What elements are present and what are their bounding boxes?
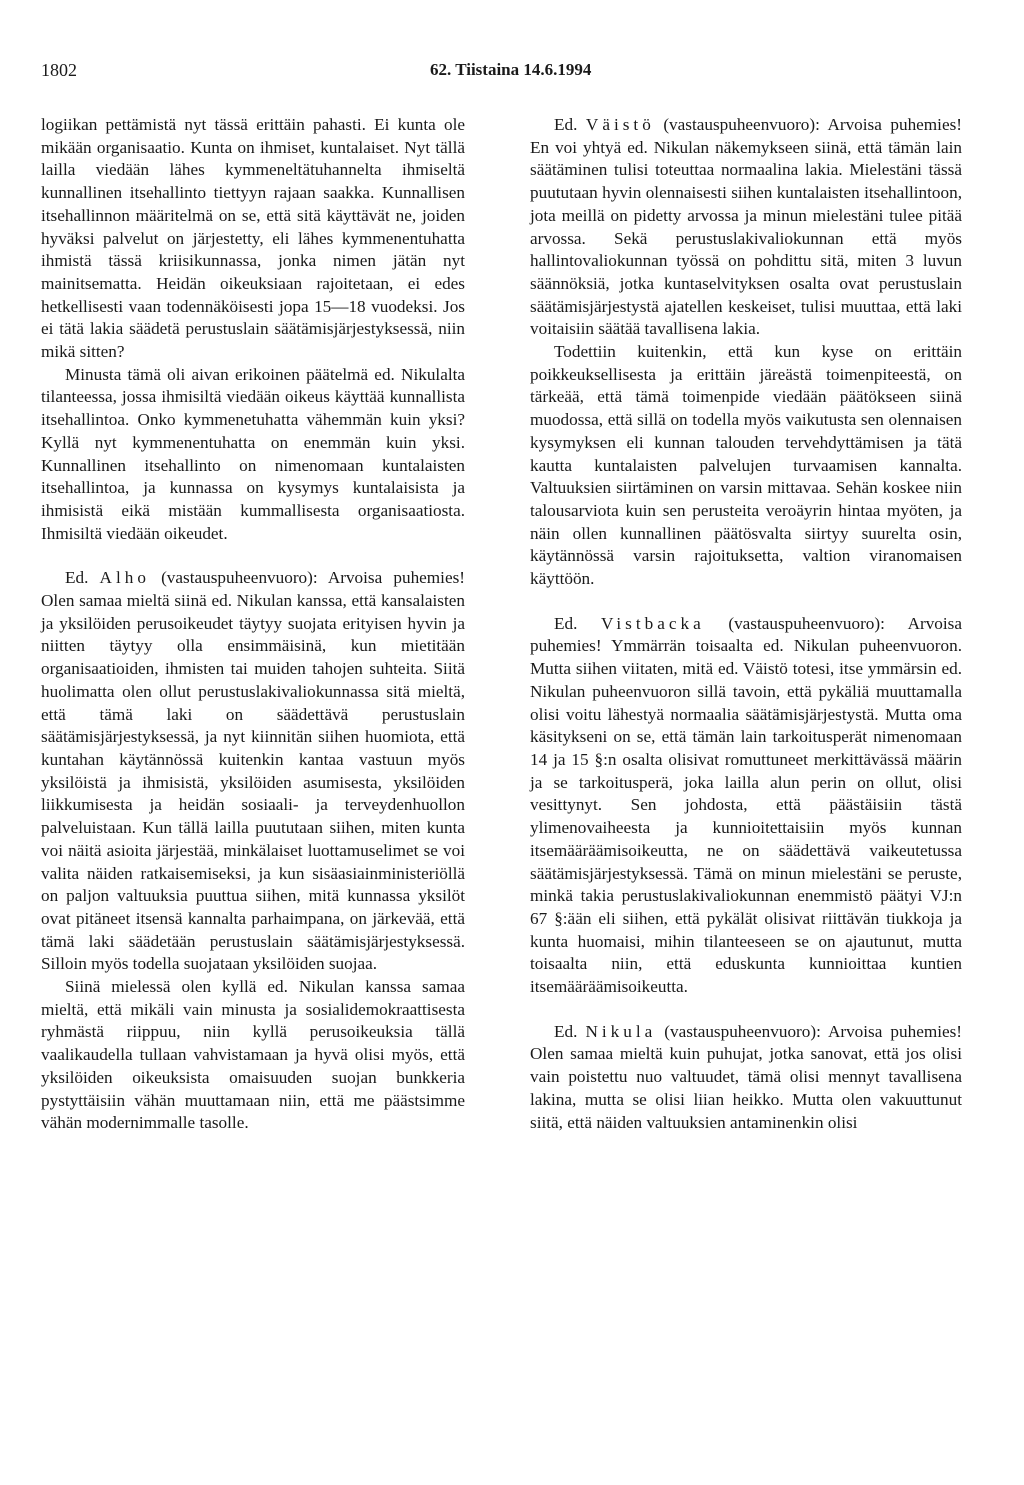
speech-body: (vastauspuheenvuoro): Arvoisa puhemies! Olen samaa mieltä siinä ed. Nikulan kanssa, että kansalaisten ja yksilöiden perusoikeudet täytyy suojata erityisen hyvin ja niitten täytyy olla ensimmäisinä, kun mietitään organisaatioiden, ihmisten tai muiden tahojen suhteita. Siitä huolimatta olen ollut perustuslakivaliokunnassa sitä mieltä, että tämä laki on säädettävä perustuslain säätämisjärjestyksessä, ja nyt kiinnitän siihen huomiota, että kuntahan käytännössä kuitenkin kantaa vastuun myös yksilöistä ja ihmisistä, yksilöiden asumisesta, yksilöiden liikkumisesta ja heidän sosiaali- ja terveydenhuollon palveluistaan. Kun tällä lailla puututaan siihen, miten kunta voi näitä asioita järjestää, minkälaiset luottamuselimet se voi valita näiden ratkaisemiseksi, ja kun sisäasiainministeriöllä on paljon valtuuksia puuttua siihen, mitä kunnassa yksilöt ovat pitäneet itsensä kannalta parhaimpana, on järkevää, että tämä laki säädetään perustuslain säätämisjärjestyksessä. Silloin myös todella suojataan yksilöiden suojaa.	[41, 568, 465, 974]
speech-vistbacka	[530, 613, 962, 999]
speaker-name: Vistbacka	[601, 613, 705, 633]
speech-vaisto	[530, 114, 962, 341]
running-head: 62. Tiistaina 14.6.1994	[430, 60, 592, 79]
paragraph-conclusion: Minusta tämä oli aivan erikoinen päätelmä ed. Nikulalta tilanteessa, jossa ihmisiltä viedään oikeus käyttää kunnallista itsehallintoa. Onko kymmenetuhatta vähemmän kuin yksi? Kyllä nyt kymmenentuhatta on enemmän kuin yksi. Kunnallinen itsehallinto on nimenomaan kuntalaisten itsehallintoa, ja kunnassa on kysymys kuntalaisista ja ihmisistä eikä mistään kummallisesta organisaatiosta. Ihmisiltä viedään oikeudet.	[41, 364, 465, 543]
speaker-prefix: Ed.	[65, 568, 89, 588]
speaker-name: Nikula	[585, 1021, 657, 1041]
right-column	[530, 114, 962, 1134]
speech-body: (vastauspuheenvuoro): Arvoisa puhemies! Ymmärrän toisaalta ed. Nikulan puheenvuoron. Mutta siihen viitaten, mitä ed. Väistö totesi, itse ymmärsin ed. Nikulan puheenvuoron sillä tavoin, että pykäliä muuttamalla olisi voitu lähestyä normaalia säätämisjärjestystä. Mutta oma käsitykseni on se, että tämän lain tarkoitusperät nimenomaan 14 ja 15 §:n osalta olisivat romuttuneet merkittävässä määrin ja se tarkoitusperä, joka lailla alun perin on ollut, olisi vesittynyt. Sen johdosta, että päästäisiin tästä ylimenovaiheesta ja kunnioitettaisiin myös kunnan itsemääräämisoikeutta, ne on säädettävä vaikeutetussa säätämisjärjestyksessä. Tämä on minun mielestäni se peruste, minkä takia perustuslakivaliokunnan enemmistö päätyi VJ:n 67 §:ään eli siihen, että pykälät olisivat riittävän tiukkoja ja kunta huomaisi, mihin tilanteeseen se on ajautunut, mutta toisaalta niin, että eduskunta kunnioittaa kuntien itsemääräämisoikeutta.	[530, 613, 962, 997]
paragraph-vaisto-continued: Todettiin kuitenkin, että kun kyse on erittäin poikkeuksellisesta ja erittäin järeästä toimenpiteestä, on tärkeää, että tämä toimenpide viedään päätökseen siinä muodossa, että sillä on todella myös vaikutusta sen olennaisen kysymyksen eli kunnan talouden tervehdyttämisen ja tätä kautta kuntalaisten palvelujen turvaamisen kannalta. Valtuuksien siirtäminen on varsin mittavaa. Sehän koskee niin talousarviota kuin sen perusteita veroäyrin hintaa myöten, ja näin ollen kunnallinen päätösvalta siirtyy suurelta osin, käytännössä varsin rajoituksetta, valtion viranomaisen käyttöön.	[530, 342, 962, 589]
left-column	[41, 114, 465, 1135]
paragraph-intro: logiikan pettämistä nyt tässä erittäin pahasti. Ei kunta ole mikään organisaatio. Kunta on ihmiset, kuntalaiset. Nyt tällä lailla viedään lähes kymmeneltätuhannelta ihmiseltä kunnallinen itsehallinto tiettyyn rajaan saakka. Kunnallisen itsehallinnon määritelmä on se, että sitä käyttävät ne, joiden hyväksi palvelut on järjestetty, eli lähes kymmenentuhatta ihmistä tässä kriisikunnassa, jonka nimen jätän nyt mainitsematta. Heidän oikeuksiaan rajoitetaan, ei edes hetkellisesti vaan todennäköisesti jopa 15—18 vuodeksi. Jos ei tätä lakia säädetä perustuslain säätämisjärjestyksessä, niin mikä sitten?	[41, 115, 465, 362]
speaker-prefix: Ed.	[554, 115, 578, 134]
page-number: 1802	[41, 60, 77, 80]
speaker-name: Alho	[99, 568, 150, 588]
paragraph-alho-continued: Siinä mielessä olen kyllä ed. Nikulan kanssa samaa mieltä, että mikäli vain minusta ja sosialidemokraattisesta ryhmästä riippuu, niin kyllä perusoikeuksia tällä vaalikaudella tullaan vahvistamaan ja hyvä olisi myös, että yksilöiden oikeuksista omaisuuden suojan bunkkeria pystyttäisiin vähän muuttamaan niin, että me päästsimme vähän modernimmalle tasolle.	[41, 977, 465, 1133]
speech-alho	[41, 567, 465, 976]
speech-nikula	[530, 1021, 962, 1135]
speaker-prefix: Ed.	[554, 1021, 578, 1041]
page-header	[0, 60, 1024, 86]
speech-body: (vastauspuheenvuoro): Arvoisa puhemies! En voi yhtyä ed. Nikulan näkemykseen siinä, että tämän lain säätäminen tulisi toteuttaa normaalina lakia. Mielestäni tässä puututaan hyvin olennaisesti siihen kuntalaisten itsehallintoon, jota meillä on pidetty arvossa ja minun mielestäni tulee pitää arvossa. Sekä perustuslakivaliokunnan että myös hallintovaliokunnan työssä on pohdittu sitä, miten 3 luvun säännöksiä, jotka kuntaselvityksen osalta ovat perustuslain säätämisjärjestystä ajatellen keskeiset, tulisi muuttaa, että laki voitaisiin säätää tavallisena lakia.	[530, 115, 962, 339]
speaker-prefix: Ed.	[554, 613, 578, 633]
speech-body: (vastauspuheenvuoro): Arvoisa puhemies! Olen samaa mieltä kuin puhujat, jotka sanovat, että jos olisi vain poistettu nuo valtuudet, tämä olisi mennyt tavallisena lakina, mutta se olisi liian heikko. Mutta olen vakuuttunut siitä, että näiden valtuuksien antaminenkin olisi	[530, 1021, 963, 1132]
speaker-name: Väistö	[585, 115, 655, 134]
